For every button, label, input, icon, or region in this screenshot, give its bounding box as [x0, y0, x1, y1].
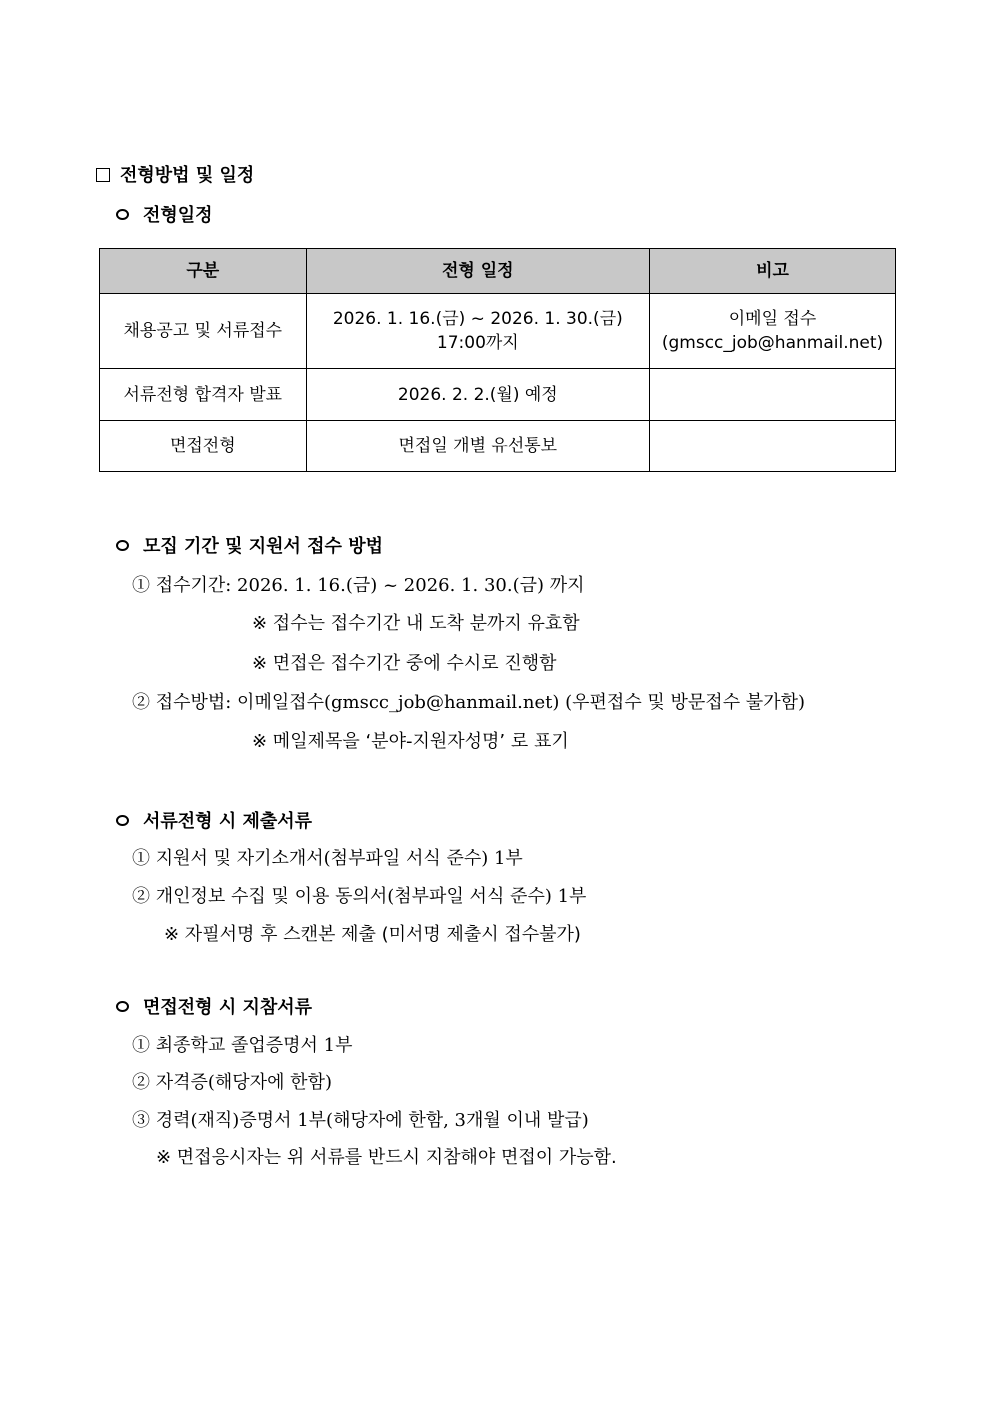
row-note [650, 369, 896, 421]
docs-heading: 서류전형 시 제출서류 [116, 807, 312, 833]
header-note: 비고 [650, 249, 896, 294]
recruit-heading: 모집 기간 및 지원서 접수 방법 [116, 532, 383, 558]
recruit-note-interview: ※ 면접은 접수기간 중에 수시로 진행함 [252, 653, 557, 674]
docs-item-application: ① 지원서 및 자기소개서(첨부파일 서식 준수) 1부 [132, 848, 523, 869]
interview-note: ※ 면접응시자는 위 서류를 반드시 지참해야 면접이 가능함. [156, 1147, 617, 1168]
row-category: 면접전형 [100, 421, 307, 472]
row-category: 서류전형 합격자 발표 [100, 369, 307, 421]
row-schedule: 2026. 2. 2.(월) 예정 [306, 369, 649, 421]
recruit-note-subject: ※ 메일제목을 ‘분야-지원자성명’ 로 표기 [252, 731, 569, 752]
recruit-period: ① 접수기간: 2026. 1. 16.(금) ~ 2026. 1. 30.(금) 까지 [132, 575, 585, 596]
table-row [100, 421, 896, 472]
row-schedule: 면접일 개별 유선통보 [306, 421, 649, 472]
circle-bullet-icon [116, 540, 129, 551]
checkbox-square-icon [96, 168, 110, 182]
schedule-table [99, 248, 896, 472]
schedule-heading: 전형일정 [116, 201, 213, 227]
row-note: 이메일 접수 (gmscc_job@hanmail.net) [650, 294, 896, 369]
section-title: 전형방법 및 일정 [96, 161, 254, 187]
header-schedule: 전형 일정 [306, 249, 649, 294]
circle-bullet-icon [116, 815, 129, 826]
row-schedule: 2026. 1. 16.(금) ~ 2026. 1. 30.(금) 17:00까지 [306, 294, 649, 369]
docs-item-consent: ② 개인정보 수집 및 이용 동의서(첨부파일 서식 준수) 1부 [132, 886, 587, 907]
interview-item-career: ③ 경력(재직)증명서 1부(해당자에 한함, 3개월 이내 발급) [132, 1110, 589, 1131]
table-row [100, 369, 896, 421]
recruit-note-arrival: ※ 접수는 접수기간 내 도착 분까지 유효함 [252, 613, 580, 634]
interview-item-license: ② 자격증(해당자에 한함) [132, 1072, 332, 1093]
recruit-method: ② 접수방법: 이메일접수(gmscc_job@hanmail.net) (우편접수 및 방문접수 불가함) [132, 692, 805, 713]
interview-heading: 면접전형 시 지참서류 [116, 993, 312, 1019]
row-category: 채용공고 및 서류접수 [100, 294, 307, 369]
circle-bullet-icon [116, 209, 129, 220]
circle-bullet-icon [116, 1001, 129, 1012]
table-row [100, 294, 896, 369]
table-header-row [100, 249, 896, 294]
docs-note: ※ 자필서명 후 스캔본 제출 (미서명 제출시 접수불가) [164, 924, 581, 945]
header-category: 구분 [100, 249, 307, 294]
row-note [650, 421, 896, 472]
interview-item-diploma: ① 최종학교 졸업증명서 1부 [132, 1035, 353, 1056]
